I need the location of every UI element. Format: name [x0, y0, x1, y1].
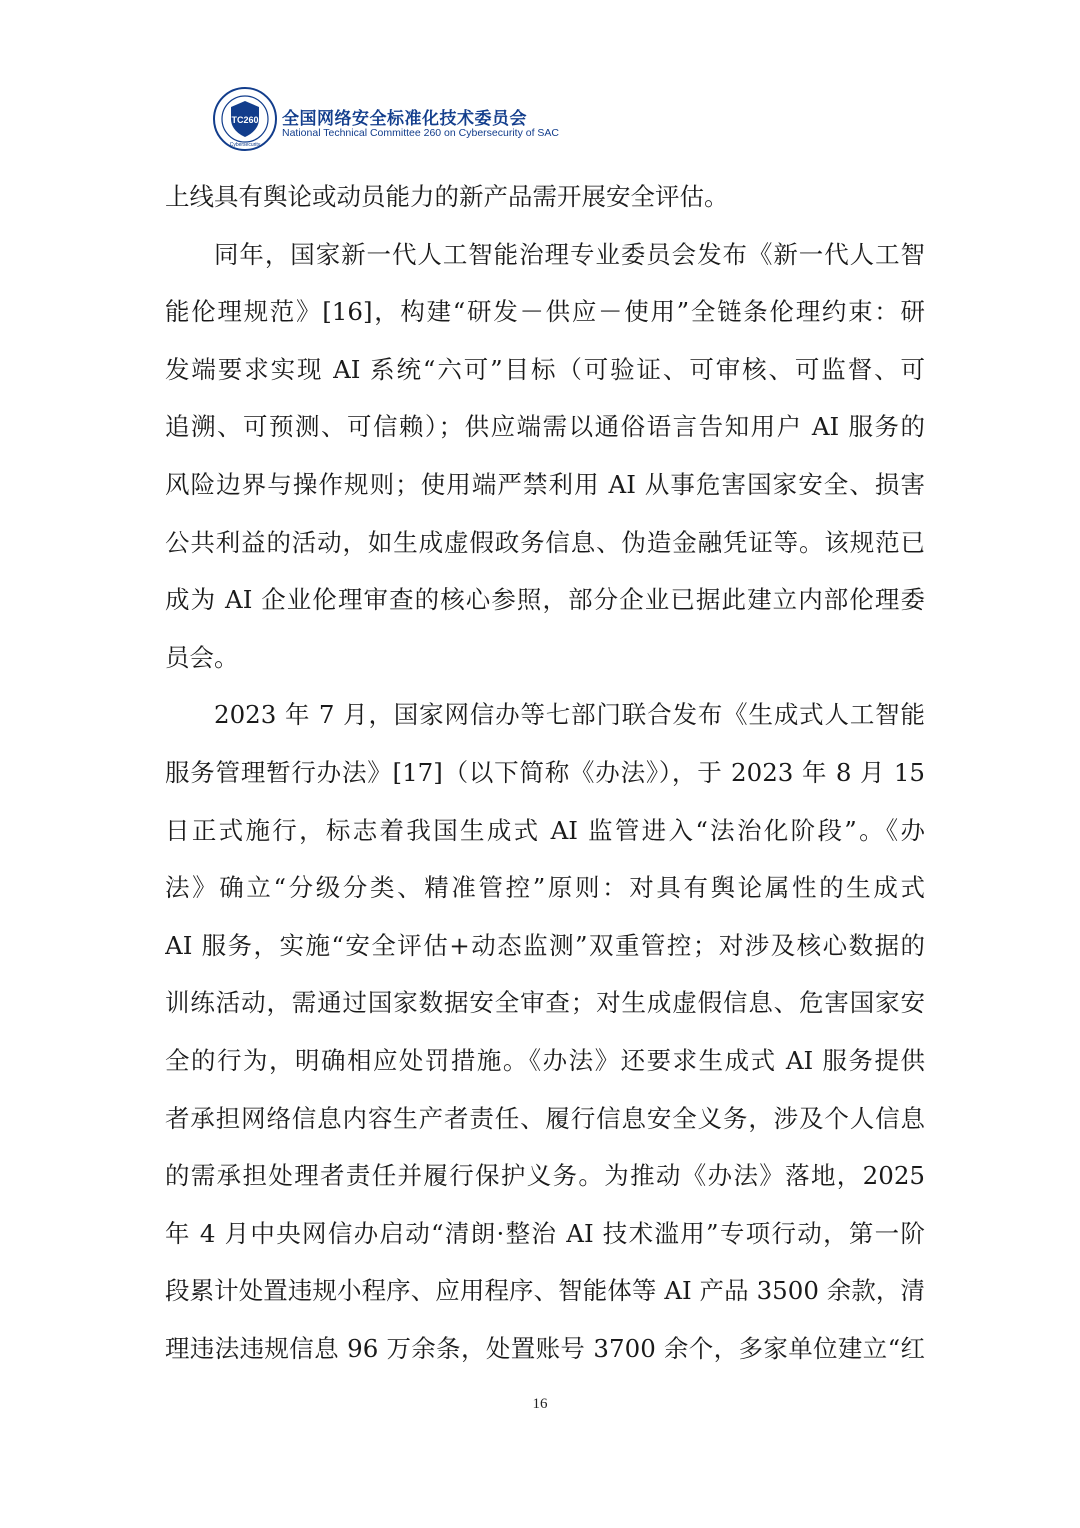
text-line: 成为 AI 企业伦理审查的核心参照，部分企业已据此建立内部伦理委 [165, 585, 925, 615]
text-line: 法》确立“分级分类、精准管控”原则：对具有舆论属性的生成式 [165, 873, 925, 903]
text-line: 段累计处置违规小程序、应用程序、智能体等 AI 产品 3500 余款，清 [165, 1276, 925, 1306]
tc260-seal-icon [212, 86, 278, 152]
page-number: 16 [532, 1396, 548, 1412]
text-line: 公共利益的活动，如生成虚假政务信息、伪造金融凭证等。该规范已 [165, 527, 925, 557]
org-name-cn: 全国网络安全标准化技术委员会 [282, 109, 527, 129]
text-line: AI 服务，实施“安全评估+动态监测”双重管控；对涉及核心数据的 [165, 930, 925, 960]
seal-ring-text: Cybersecurity [229, 142, 261, 148]
text-line: 能伦理规范》[16]，构建“研发－供应－使用”全链条伦理约束：研 [165, 297, 925, 327]
text-line: 员会。 [165, 642, 239, 672]
text-line: 的需承担处理者责任并履行保护义务。为推动《办法》落地，2025 [165, 1161, 925, 1191]
text-line: 理违法违规信息 96 万余条，处置账号 3700 余个，多家单位建立“红 [165, 1333, 925, 1363]
text-line: 2023 年 7 月，国家网信办等七部门联合发布《生成式人工智能 [214, 700, 925, 730]
text-line: 发端要求实现 AI 系统“六可”目标（可验证、可审核、可监督、可 [165, 354, 925, 384]
text-line: 训练活动，需通过国家数据安全审查；对生成虚假信息、危害国家安 [165, 988, 925, 1018]
header-logo [212, 86, 560, 154]
seal-text: TC260 [231, 115, 259, 125]
body-text [165, 168, 925, 1377]
text-line: 服务管理暂行办法》[17]（以下简称《办法》），于 2023 年 8 月 15 [165, 757, 925, 787]
text-line: 风险边界与操作规则；使用端严禁利用 AI 从事危害国家安全、损害 [165, 469, 925, 499]
text-line: 追溯、可预测、可信赖）；供应端需以通俗语言告知用户 AI 服务的 [165, 412, 925, 442]
text-line: 年 4 月中央网信办启动“清朗·整治 AI 技术滥用”专项行动，第一阶 [165, 1218, 925, 1248]
org-name-en: National Technical Committee 260 on Cybersecurity of SAC [282, 127, 560, 139]
text-line: 上线具有舆论或动员能力的新产品需开展安全评估。 [165, 182, 729, 211]
text-line: 全的行为，明确相应处罚措施。《办法》还要求生成式 AI 服务提供 [165, 1045, 925, 1075]
text-line: 同年，国家新一代人工智能治理专业委员会发布《新一代人工智 [214, 239, 925, 269]
text-line: 日正式施行，标志着我国生成式 AI 监管进入“法治化阶段”。《办 [165, 815, 925, 845]
text-line: 者承担网络信息内容生产者责任、履行信息安全义务，涉及个人信息 [165, 1103, 925, 1133]
